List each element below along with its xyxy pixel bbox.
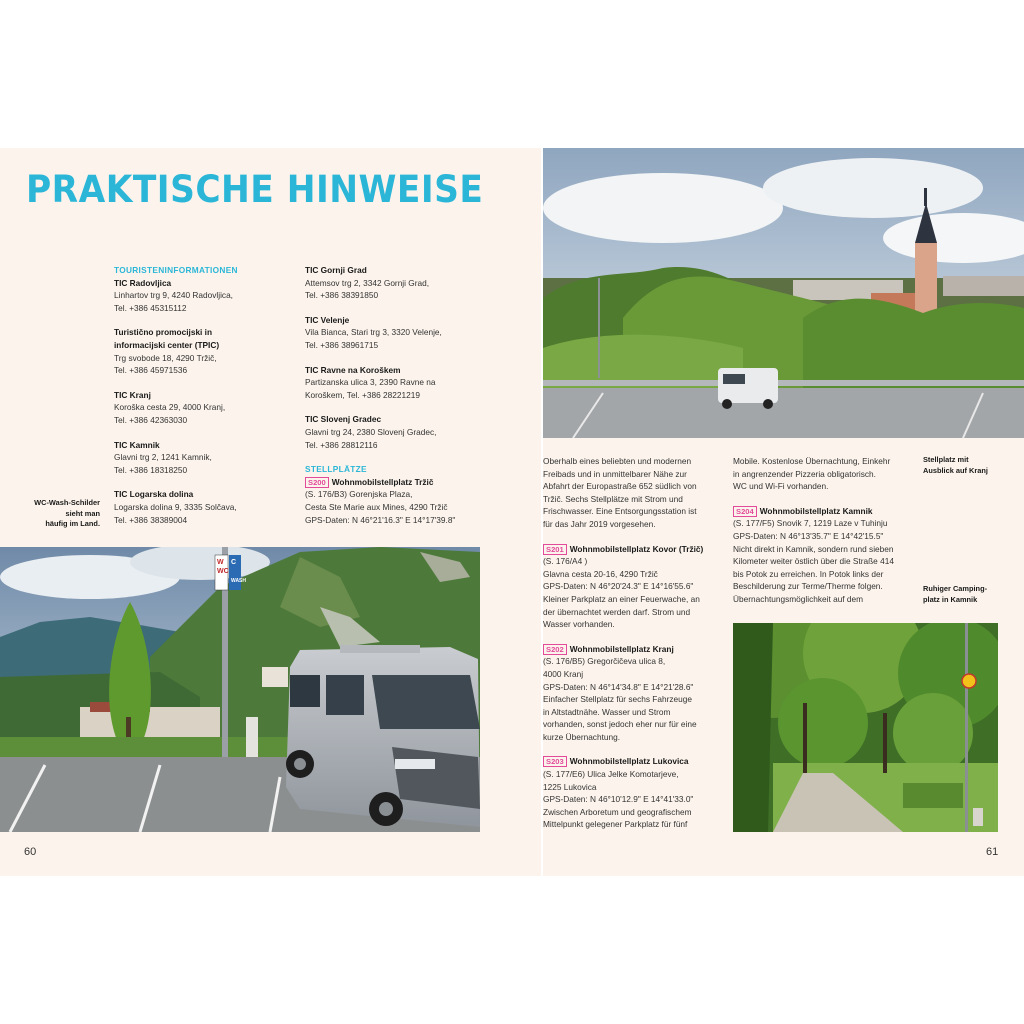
tic-address: Trg svobode 18, 4290 Tržič, — [114, 352, 217, 363]
tic-kamnik — [114, 439, 294, 477]
tic-phone: Tel. +386 28812116 — [305, 439, 378, 450]
s200-line: (S. 176/B3) Gorenjska Plaza, — [305, 489, 413, 500]
s201-heading — [543, 543, 728, 556]
tic-ravne — [305, 364, 505, 402]
page-number-left: 60 — [24, 846, 37, 858]
tourist-info-column-1 — [114, 264, 294, 538]
tic-address: Koroška cesta 29, 4000 Kranj, — [114, 402, 226, 413]
tic-name: TIC Kamnik — [114, 439, 160, 450]
s204-line: Beschilderung zur Terme/Therme folgen. — [733, 581, 883, 592]
s203-name: Wohnmobilstellplatz Lukovica — [569, 756, 689, 767]
s202-line: kurze Übernachtung. — [543, 731, 621, 742]
tic-address: Glavni trg 2, 1241 Kamnik, — [114, 452, 212, 463]
tic-name: TIC Kranj — [114, 389, 151, 400]
caption-line: sieht man — [65, 508, 100, 518]
s202-name: Wohnmobilstellplatz Kranj — [569, 643, 674, 654]
s203-line: (S. 177/E6) Ulica Jelke Komotarjeve, — [543, 769, 679, 780]
s203-tag: S203 — [543, 756, 567, 767]
s204-line: bis Potok zu erreichen. In Potok links der — [733, 568, 884, 579]
caption-line: häufig im Land. — [45, 519, 100, 528]
s200-tag: S200 — [305, 477, 329, 488]
tic-phone: Tel. +386 42363030 — [114, 414, 188, 425]
s204-name: Wohnmobilstellplatz Kamnik — [759, 505, 873, 516]
svg-text:C: C — [231, 559, 237, 566]
s204-line: (S. 177/F5) Snovik 7, 1219 Laze v Tuhinju — [733, 518, 888, 529]
caption-line: Stellplatz mit — [923, 455, 969, 464]
intro-line: Tržič. Sechs Stellplätze mit Strom und — [543, 493, 683, 504]
tic-name: TIC Velenje — [305, 314, 350, 325]
right-column-2 — [733, 455, 918, 606]
intro-line: Frischwasser. Eine Entsorgungsstation ist — [543, 506, 697, 517]
caption-line: platz in Kamnik — [923, 594, 978, 604]
tic-gornji-grad — [305, 264, 505, 302]
tic-name: TIC Logarska dolina — [114, 489, 194, 500]
tourist-info-column-2 — [305, 264, 505, 526]
tic-velenje — [305, 314, 505, 352]
s202-line: vorhanden, sonst jedoch eher nur für eine — [543, 719, 697, 730]
section-heading-stellplaetze: STELLPLÄTZE — [305, 464, 367, 475]
s201-line: Glavna cesta 20-16, 4290 Tržič — [543, 568, 658, 579]
tic-phone: Tel. +386 18318250 — [114, 464, 188, 475]
photo-caption-wc-wash — [20, 498, 100, 530]
tic-slovenj-gradec — [305, 413, 505, 451]
s204-line: Übernachtungsmöglichkeit auf dem — [733, 593, 864, 604]
tic-phone: Tel. +386 45315112 — [114, 302, 187, 313]
tic-radovljica — [114, 277, 294, 315]
photo-camping-kamnik — [733, 623, 998, 832]
s203-line: Zwischen Arboretum und geografischem — [543, 806, 692, 817]
tic-name: Turistično promocijski in informacijski center (TPIC) — [114, 327, 220, 350]
s201-line: der übernachtet werden darf. Strom und — [543, 606, 691, 617]
tic-logarska — [114, 488, 294, 526]
svg-text:W: W — [217, 559, 224, 566]
tic-kranj — [114, 389, 294, 427]
tic-address: Vila Bianca, Stari trg 3, 3320 Velenje, — [305, 327, 442, 338]
s201-line: Kleiner Parkplatz an einer Feuerwache, an — [543, 593, 700, 604]
tic-address: Logarska dolina 9, 3335 Solčava, — [114, 501, 237, 512]
s204-line: Kilometer weiter östlich über die Straße 414 — [733, 556, 894, 567]
sign-wash-text: WASH — [231, 578, 246, 584]
caption-line: WC-Wash-Schilder — [34, 498, 100, 507]
photo-caption-kranj — [923, 455, 1018, 476]
tic-phone: Tel. +386 38961715 — [305, 339, 379, 350]
page-number-right: 61 — [986, 846, 999, 858]
s204-line: Nicht direkt in Kamnik, sondern rund sieben — [733, 543, 894, 554]
tic-name: TIC Ravne na Koroškem — [305, 364, 401, 375]
tic-phone: Tel. +386 38389004 — [114, 514, 188, 525]
tic-trzic — [114, 326, 294, 376]
s204-heading — [733, 505, 918, 518]
tic-name: TIC Gornji Grad — [305, 265, 367, 275]
col2-line: WC und Wi-Fi vorhanden. — [733, 481, 829, 492]
s203-gps: GPS-Daten: N 46°10'12.9" E 14°41'33.0" — [543, 794, 694, 805]
photo-caption-kamnik — [923, 584, 1018, 605]
intro-line: für das Jahr 2019 vorgesehen. — [543, 518, 656, 529]
s200-gps: GPS-Daten: N 46°21'16.3" E 14°17'39.8" — [305, 514, 456, 525]
tic-address: Attemsov trg 2, 3342 Gornji Grad, — [305, 277, 430, 288]
s203-heading — [543, 755, 728, 768]
s202-line: Einfacher Stellplatz für sechs Fahrzeuge — [543, 694, 692, 705]
right-column-1 — [543, 455, 728, 831]
tic-address: Partizanska ulica 3, 2390 Ravne na — [305, 377, 436, 388]
s200-name: Wohnmobilstellplatz Tržič — [331, 476, 434, 487]
s202-heading — [543, 643, 728, 656]
s201-gps: GPS-Daten: N 46°20'24.3" E 14°16'55.6" — [543, 581, 694, 592]
s202-line: 4000 Kranj — [543, 668, 584, 679]
page-title: PRAKTISCHE HINWEISE — [26, 168, 484, 211]
s200-line: Cesta Ste Marie aux Mines, 4290 Tržič — [305, 501, 448, 512]
tic-address: Glavni trg 24, 2380 Slovenj Gradec, — [305, 426, 437, 437]
s202-line: (S. 176/B5) Gregorčičeva ulica 8, — [543, 656, 666, 667]
sign-wc-text: WC — [217, 568, 229, 575]
tic-address: Linhartov trg 9, 4240 Radovljica, — [114, 290, 233, 301]
col2-line: Mobile. Kostenlose Übernachtung, Einkehr — [733, 456, 891, 466]
s202-line: in Altstadtnähe. Wasser und Strom — [543, 706, 671, 717]
caption-line: Ausblick auf Kranj — [923, 465, 988, 475]
s201-name: Wohnmobilstellplatz Kovor (Tržič) — [569, 543, 704, 554]
s203-line: Mittelpunkt gelegener Parkplatz für fünf — [543, 819, 688, 830]
s201-tag: S201 — [543, 544, 567, 555]
s201-ref: (S. 176/A4 ) — [543, 556, 588, 567]
intro-line: Oberhalb eines beliebten und modernen — [543, 456, 692, 466]
tic-name: TIC Slovenj Gradec — [305, 414, 382, 425]
tic-phone: Tel. +386 38391850 — [305, 290, 379, 301]
tic-address-cont: Koroškem, Tel. +386 28221219 — [305, 389, 420, 400]
tic-name: TIC Radovljica — [114, 277, 172, 288]
s203-line: 1225 Lukovica — [543, 781, 597, 792]
s200-heading — [305, 476, 505, 489]
s204-gps: GPS-Daten: N 46°13'35.7" E 14°42'15.5" — [733, 530, 884, 541]
caption-line: Ruhiger Camping- — [923, 584, 988, 593]
col2-line: in angrenzender Pizzeria obligatorisch. — [733, 468, 876, 479]
s202-gps: GPS-Daten: N 46°14'34.8" E 14°21'28.6" — [543, 681, 694, 692]
section-heading-tourist-info: TOURISTENINFORMATIONEN — [114, 265, 238, 275]
intro-line: Abfahrt der Europastraße 652 südlich von — [543, 481, 697, 492]
tic-phone: Tel. +386 45971536 — [114, 365, 188, 376]
intro-line: Freibads und in unmittelbarer Nähe zur — [543, 468, 687, 479]
photo-campervan-parking — [0, 547, 480, 832]
photo-stellplatz-kranj — [543, 148, 1024, 438]
s201-line: Wasser vorhanden. — [543, 619, 615, 630]
s202-tag: S202 — [543, 644, 567, 655]
s204-tag: S204 — [733, 506, 757, 517]
